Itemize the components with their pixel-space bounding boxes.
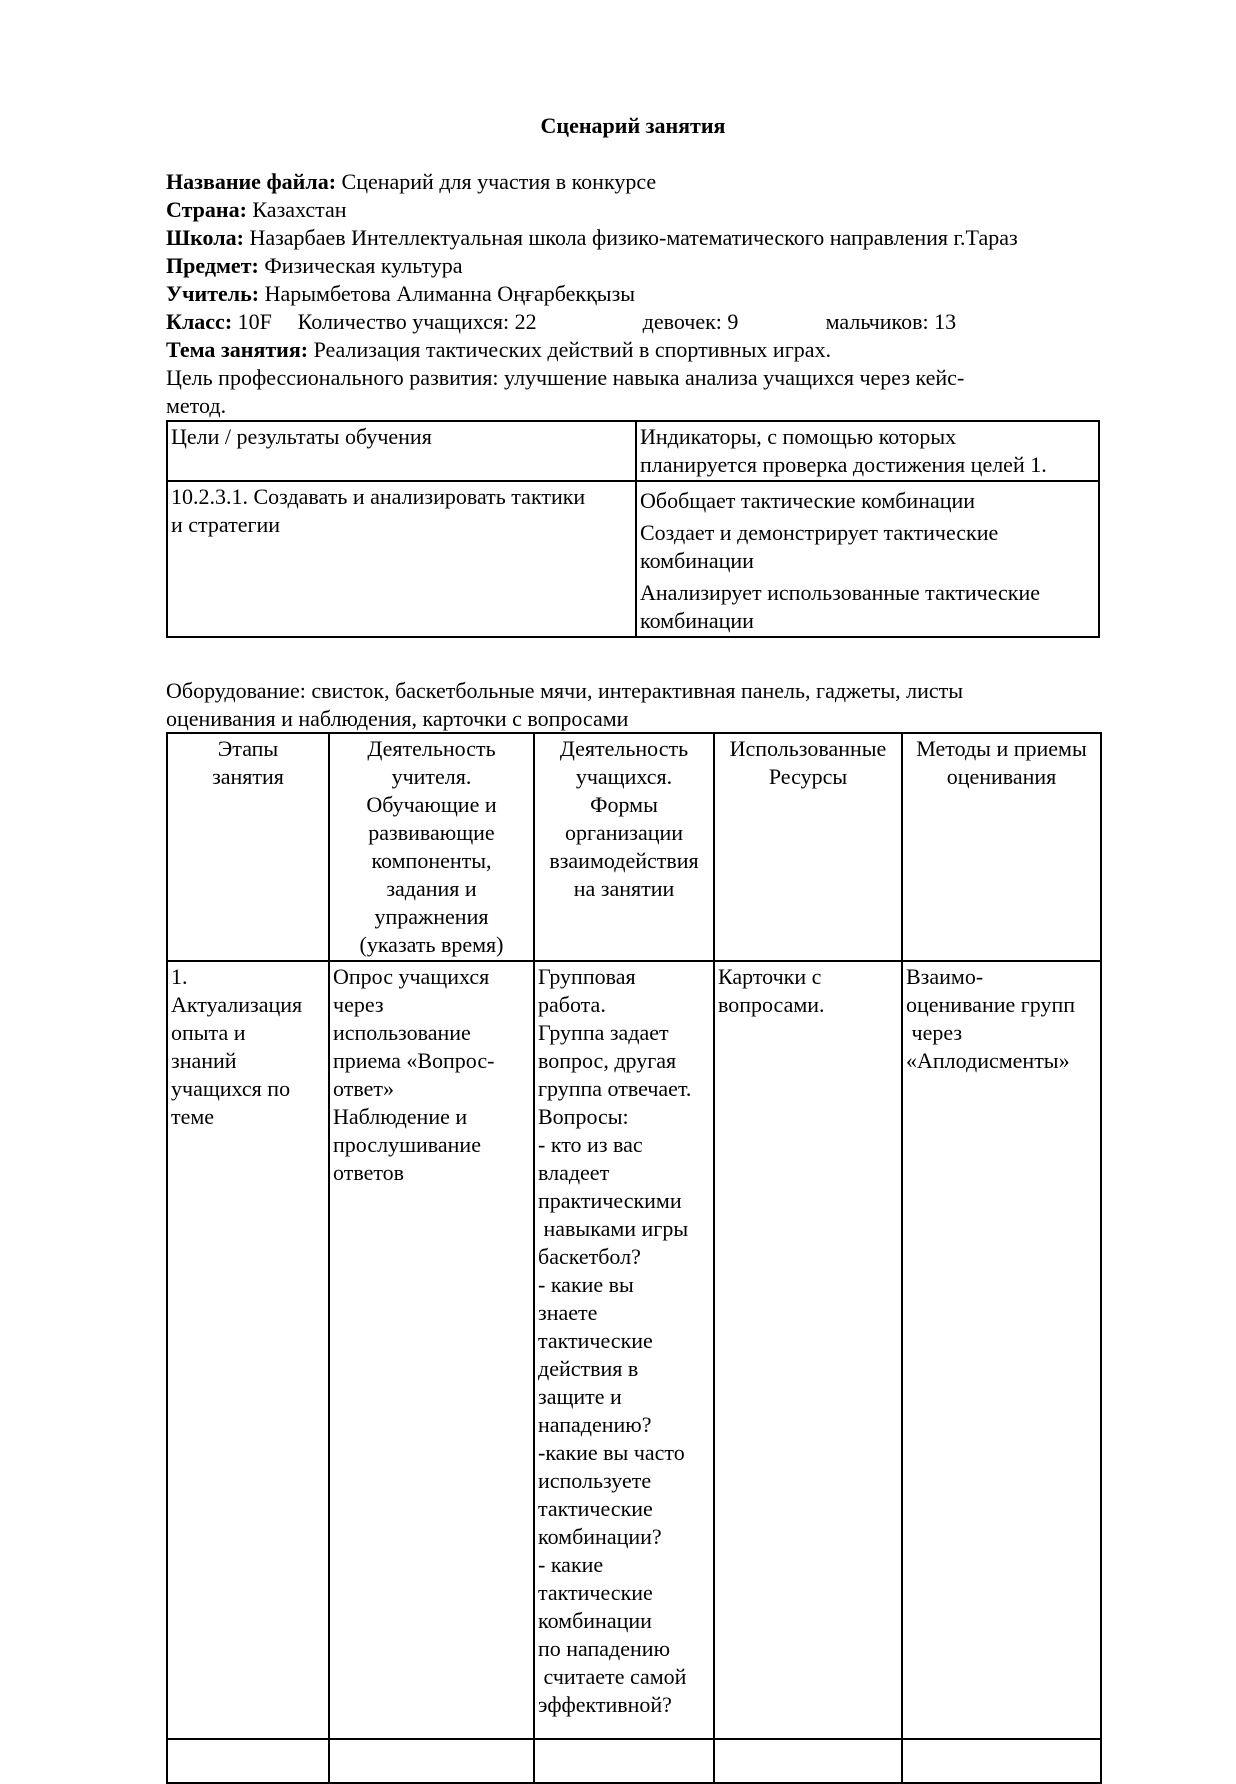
- topic-label: Тема занятия:: [166, 337, 309, 362]
- school-row: [166, 224, 1100, 252]
- cell-line: опыта и: [171, 1020, 246, 1045]
- country-value: Казахстан: [252, 197, 347, 222]
- header-line: задания и: [386, 876, 477, 901]
- indicator-line: комбинации: [640, 548, 754, 573]
- header-line: Использованные: [729, 736, 887, 761]
- header-line: упражнения: [374, 904, 489, 929]
- teacher-row: [166, 280, 1100, 308]
- header-line: взаимодействия: [549, 848, 699, 873]
- header-line: учителя.: [391, 764, 472, 789]
- header-line: Формы: [590, 792, 658, 817]
- header-line: (указать время): [359, 932, 504, 957]
- cell-line: «Аплодисменты»: [906, 1048, 1070, 1073]
- header-line: учащихся.: [575, 764, 673, 789]
- file-row: [166, 168, 1100, 196]
- cell-line: знаете: [538, 1300, 598, 1325]
- topic-value: Реализация тактических действий в спортивных играх.: [313, 337, 831, 362]
- equipment-text: [166, 677, 1100, 733]
- cell-line: - кто из вас: [538, 1132, 643, 1157]
- students-count: Количество учащихся: 22: [297, 309, 537, 334]
- header-line: Деятельность: [367, 736, 496, 761]
- indicator-item: [640, 575, 1095, 635]
- school-label: Школа:: [166, 225, 244, 250]
- table-cell: [534, 1739, 714, 1783]
- indicator-line: Анализирует использованные тактические: [640, 580, 1040, 605]
- assessment-cell: [902, 961, 1101, 1739]
- equipment-line: оценивания и наблюдения, карточки с вопросами: [166, 706, 629, 731]
- cell-line: учащихся по: [171, 1076, 291, 1101]
- header-line: развивающие: [368, 820, 495, 845]
- school-value: Назарбаев Интеллектуальная школа физико-математического направления г.Тараз: [249, 225, 1018, 250]
- cell-line: Наблюдение и: [333, 1104, 468, 1129]
- cell-line: прослушивание: [333, 1132, 481, 1157]
- header-cell: [329, 733, 534, 961]
- header-line: компоненты,: [371, 848, 492, 873]
- header-line: Методы и приемы: [916, 736, 1087, 761]
- header-line: Деятельность: [559, 736, 689, 761]
- lesson-meta: [166, 168, 1100, 420]
- teacher-activity-cell: [329, 961, 534, 1739]
- file-value: Сценарий для участия в конкурсе: [341, 169, 657, 194]
- cell-line: Взаимо-: [906, 964, 984, 989]
- cell-line: Опрос учащихся: [333, 964, 490, 989]
- cell-line: Карточки с: [718, 964, 822, 989]
- objectives-header-right-line: Индикаторы, с помощью которых: [640, 424, 957, 449]
- table-row: [167, 961, 1101, 1739]
- cell-line: теме: [171, 1104, 215, 1129]
- header-cell: [714, 733, 902, 961]
- indicator-line: Создает и демонстрирует тактические: [640, 520, 999, 545]
- indicator-item: [640, 483, 1095, 515]
- cell-line: нападению?: [538, 1412, 652, 1437]
- goal-line-2: метод.: [166, 393, 227, 418]
- objectives-header-left: Цели / результаты обучения: [167, 421, 636, 481]
- header-cell: [167, 733, 329, 961]
- objectives-table: [166, 420, 1100, 638]
- cell-line: комбинации?: [538, 1524, 662, 1549]
- cell-line: тактические: [538, 1328, 653, 1353]
- header-line: оценивания: [946, 764, 1057, 789]
- objective-line: и стратегии: [171, 512, 281, 537]
- cell-line: - какие: [538, 1552, 604, 1577]
- cell-line: - какие вы: [538, 1272, 634, 1297]
- cell-line: тактические: [538, 1580, 653, 1605]
- cell-line: тактические: [538, 1496, 653, 1521]
- file-label: Название файла:: [166, 169, 337, 194]
- cell-line: вопросами.: [718, 992, 825, 1017]
- equipment-line: Оборудование: свисток, баскетбольные мячи, интерактивная панель, гаджеты, листы: [166, 678, 964, 703]
- boys-count: мальчиков: 13: [825, 309, 957, 334]
- cell-line: Актуализация: [171, 992, 303, 1017]
- indicator-line: комбинации: [640, 608, 754, 633]
- stage-cell: [167, 961, 329, 1739]
- country-label: Страна:: [166, 197, 247, 222]
- cell-line: группа отвечает.: [538, 1076, 692, 1101]
- cell-line: владеет: [538, 1160, 610, 1185]
- table-cell: [714, 1739, 902, 1783]
- cell-line: ответ»: [333, 1076, 394, 1101]
- class-value: 10F: [237, 309, 272, 334]
- header-cell: [534, 733, 714, 961]
- header-cell: [902, 733, 1101, 961]
- students-activity-cell: [534, 961, 714, 1739]
- girls-count: девочек: 9: [642, 309, 739, 334]
- class-row: [166, 308, 1100, 336]
- resources-cell: [714, 961, 902, 1739]
- subject-row: [166, 252, 1100, 280]
- cell-line: действия в: [538, 1356, 639, 1381]
- teacher-label: Учитель:: [166, 281, 260, 306]
- table-cell: [902, 1739, 1101, 1783]
- table-cell: [167, 1739, 329, 1783]
- goal-line-1: Цель профессионального развития: улучшение навыка анализа учащихся через кейс-: [166, 365, 965, 390]
- lesson-table: [166, 732, 1102, 1784]
- document-title: Сценарий занятия: [540, 113, 726, 138]
- cell-line: комбинации: [538, 1608, 652, 1633]
- cell-line: ответов: [333, 1160, 405, 1185]
- country-row: [166, 196, 1100, 224]
- header-line: занятия: [212, 764, 284, 789]
- cell-line: оценивание групп: [906, 992, 1076, 1017]
- header-line: организации: [564, 820, 684, 845]
- cell-line: по нападению: [538, 1636, 670, 1661]
- cell-line: используете: [538, 1468, 652, 1493]
- cell-line: Группа задает: [538, 1020, 669, 1045]
- cell-line: баскетбол?: [538, 1244, 641, 1269]
- subject-label: Предмет:: [166, 253, 259, 278]
- subject-value: Физическая культура: [264, 253, 463, 278]
- cell-line: через: [333, 992, 384, 1017]
- lesson-table-header: [167, 733, 1101, 961]
- indicators-cell: [636, 481, 1099, 637]
- cell-line: защите и: [538, 1384, 622, 1409]
- teacher-value: Нарымбетова Алиманна Оңғарбекқызы: [264, 281, 636, 306]
- class-label: Класс:: [166, 309, 233, 334]
- header-line: на занятии: [573, 876, 675, 901]
- cell-line: использование: [333, 1020, 471, 1045]
- indicator-item: [640, 515, 1095, 575]
- objectives-header-right-line: планируется проверка достижения целей 1.: [640, 452, 1047, 477]
- cell-line: приема «Вопрос-: [333, 1048, 495, 1073]
- objectives-header-right: [636, 421, 1099, 481]
- cell-line: 1.: [171, 964, 188, 989]
- cell-line: вопрос, другая: [538, 1048, 677, 1073]
- cell-line: работа.: [538, 992, 606, 1017]
- cell-line: знаний: [171, 1048, 237, 1073]
- cell-line: эффективной?: [538, 1692, 672, 1717]
- objective-cell: [167, 481, 636, 637]
- table-cell: [329, 1739, 534, 1783]
- cell-line: через: [906, 1020, 963, 1045]
- table-row: [167, 1739, 1101, 1783]
- topic-row: [166, 336, 1100, 364]
- cell-line: Вопросы:: [538, 1104, 629, 1129]
- cell-line: Групповая: [538, 964, 636, 989]
- header-line: Ресурсы: [768, 764, 848, 789]
- cell-line: -какие вы часто: [538, 1440, 685, 1465]
- header-line: Обучающие и: [366, 792, 497, 817]
- objective-line: 10.2.3.1. Создавать и анализировать тактики: [171, 484, 586, 509]
- cell-line: считаете самой: [538, 1664, 687, 1689]
- cell-line: практическими: [538, 1188, 682, 1213]
- cell-line: навыками игры: [538, 1216, 689, 1241]
- header-line: Этапы: [217, 736, 279, 761]
- indicator-line: Обобщает тактические комбинации: [640, 488, 976, 513]
